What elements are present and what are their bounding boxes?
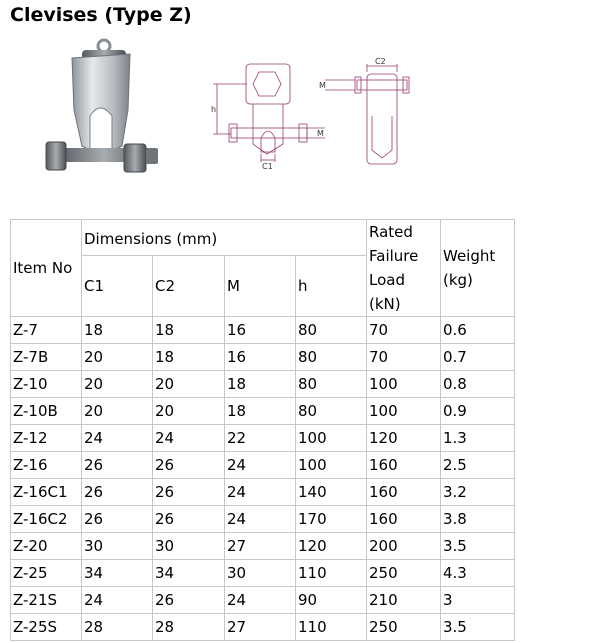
table-row bbox=[11, 506, 515, 533]
drawing-label-c2: C2 bbox=[375, 58, 386, 66]
cell-h: 80 bbox=[296, 398, 367, 425]
header-item-no: Item No bbox=[11, 220, 82, 317]
cell-m: 24 bbox=[225, 587, 296, 614]
cell-c1: 18 bbox=[82, 317, 153, 344]
cell-h: 80 bbox=[296, 317, 367, 344]
header-weight-line1: Weight bbox=[443, 247, 496, 265]
table-row bbox=[11, 560, 515, 587]
drawing-label-c1: C1 bbox=[262, 162, 273, 170]
table-row bbox=[11, 371, 515, 398]
header-rated-load-line1: Rated bbox=[369, 223, 413, 241]
cell-m: 24 bbox=[225, 506, 296, 533]
cell-weight: 2.5 bbox=[441, 452, 515, 479]
cell-c2: 24 bbox=[153, 425, 225, 452]
header-dimensions: Dimensions (mm) bbox=[82, 220, 367, 256]
cell-load: 100 bbox=[367, 371, 441, 398]
cell-weight: 0.7 bbox=[441, 344, 515, 371]
cell-m: 24 bbox=[225, 479, 296, 506]
cell-load: 70 bbox=[367, 344, 441, 371]
cell-c1: 20 bbox=[82, 398, 153, 425]
table-row bbox=[11, 614, 515, 641]
cell-item: Z-20 bbox=[11, 533, 82, 560]
header-h: h bbox=[296, 255, 367, 316]
cell-load: 120 bbox=[367, 425, 441, 452]
cell-c2: 20 bbox=[153, 398, 225, 425]
cell-weight: 3.5 bbox=[441, 614, 515, 641]
cell-c2: 26 bbox=[153, 587, 225, 614]
cell-m: 18 bbox=[225, 371, 296, 398]
cell-c1: 26 bbox=[82, 452, 153, 479]
cell-load: 70 bbox=[367, 317, 441, 344]
cell-h: 110 bbox=[296, 614, 367, 641]
cell-c2: 20 bbox=[153, 371, 225, 398]
cell-c2: 18 bbox=[153, 317, 225, 344]
cell-h: 80 bbox=[296, 371, 367, 398]
cell-c1: 30 bbox=[82, 533, 153, 560]
cell-h: 90 bbox=[296, 587, 367, 614]
header-weight-line2: (kg) bbox=[443, 271, 473, 289]
cell-c2: 26 bbox=[153, 506, 225, 533]
cell-m: 22 bbox=[225, 425, 296, 452]
drawing-label-m-top: M bbox=[319, 81, 326, 90]
cell-weight: 1.3 bbox=[441, 425, 515, 452]
cell-c1: 24 bbox=[82, 425, 153, 452]
cell-m: 16 bbox=[225, 344, 296, 371]
cell-c1: 20 bbox=[82, 344, 153, 371]
cell-item: Z-16 bbox=[11, 452, 82, 479]
spec-table bbox=[10, 219, 515, 641]
header-rated-load bbox=[367, 220, 441, 317]
table-row bbox=[11, 533, 515, 560]
cell-load: 100 bbox=[367, 398, 441, 425]
cell-weight: 0.9 bbox=[441, 398, 515, 425]
cell-h: 120 bbox=[296, 533, 367, 560]
header-m: M bbox=[225, 255, 296, 316]
cell-item: Z-25 bbox=[11, 560, 82, 587]
cell-h: 140 bbox=[296, 479, 367, 506]
cell-h: 80 bbox=[296, 344, 367, 371]
cell-h: 100 bbox=[296, 452, 367, 479]
cell-load: 160 bbox=[367, 479, 441, 506]
cell-item: Z-12 bbox=[11, 425, 82, 452]
header-rated-load-line2: Failure bbox=[369, 247, 419, 265]
cell-weight: 0.8 bbox=[441, 371, 515, 398]
drawing-label-m-bottom: M bbox=[317, 129, 324, 138]
cell-load: 160 bbox=[367, 506, 441, 533]
cell-weight: 0.6 bbox=[441, 317, 515, 344]
cell-load: 250 bbox=[367, 614, 441, 641]
page-title: Clevises (Type Z) bbox=[10, 4, 192, 26]
cell-m: 30 bbox=[225, 560, 296, 587]
cell-m: 24 bbox=[225, 452, 296, 479]
table-row bbox=[11, 425, 515, 452]
cell-c2: 28 bbox=[153, 614, 225, 641]
cell-item: Z-10B bbox=[11, 398, 82, 425]
cell-load: 160 bbox=[367, 452, 441, 479]
cell-c2: 30 bbox=[153, 533, 225, 560]
cell-item: Z-16C2 bbox=[11, 506, 82, 533]
cell-item: Z-10 bbox=[11, 371, 82, 398]
cell-c1: 24 bbox=[82, 587, 153, 614]
cell-c1: 26 bbox=[82, 479, 153, 506]
cell-load: 210 bbox=[367, 587, 441, 614]
cell-h: 100 bbox=[296, 425, 367, 452]
table-row bbox=[11, 479, 515, 506]
cell-weight: 3 bbox=[441, 587, 515, 614]
cell-m: 27 bbox=[225, 533, 296, 560]
cell-c1: 34 bbox=[82, 560, 153, 587]
cell-c1: 20 bbox=[82, 371, 153, 398]
cell-c1: 28 bbox=[82, 614, 153, 641]
cell-c2: 26 bbox=[153, 452, 225, 479]
cell-c2: 26 bbox=[153, 479, 225, 506]
cell-m: 27 bbox=[225, 614, 296, 641]
cell-item: Z-7 bbox=[11, 317, 82, 344]
spec-table-body bbox=[11, 317, 515, 641]
table-row bbox=[11, 344, 515, 371]
header-c1: C1 bbox=[82, 255, 153, 316]
cell-load: 250 bbox=[367, 560, 441, 587]
cell-weight: 3.8 bbox=[441, 506, 515, 533]
cell-weight: 4.3 bbox=[441, 560, 515, 587]
cell-item: Z-16C1 bbox=[11, 479, 82, 506]
cell-c1: 26 bbox=[82, 506, 153, 533]
cell-item: Z-21S bbox=[11, 587, 82, 614]
cell-m: 18 bbox=[225, 398, 296, 425]
cell-c2: 34 bbox=[153, 560, 225, 587]
table-row bbox=[11, 452, 515, 479]
cell-h: 110 bbox=[296, 560, 367, 587]
header-weight bbox=[441, 220, 515, 317]
header-c2: C2 bbox=[153, 255, 225, 316]
cell-item: Z-25S bbox=[11, 614, 82, 641]
table-row bbox=[11, 317, 515, 344]
cell-load: 200 bbox=[367, 533, 441, 560]
cell-weight: 3.5 bbox=[441, 533, 515, 560]
table-row bbox=[11, 587, 515, 614]
cell-m: 16 bbox=[225, 317, 296, 344]
clevis-photo bbox=[42, 36, 162, 196]
cell-weight: 3.2 bbox=[441, 479, 515, 506]
cell-h: 170 bbox=[296, 506, 367, 533]
header-rated-load-line3: Load (kN) bbox=[369, 271, 405, 313]
table-row bbox=[11, 398, 515, 425]
spec-table-header bbox=[11, 220, 515, 317]
cell-item: Z-7B bbox=[11, 344, 82, 371]
cell-c2: 18 bbox=[153, 344, 225, 371]
drawing-label-h: h bbox=[211, 105, 217, 114]
technical-drawing bbox=[207, 58, 427, 170]
